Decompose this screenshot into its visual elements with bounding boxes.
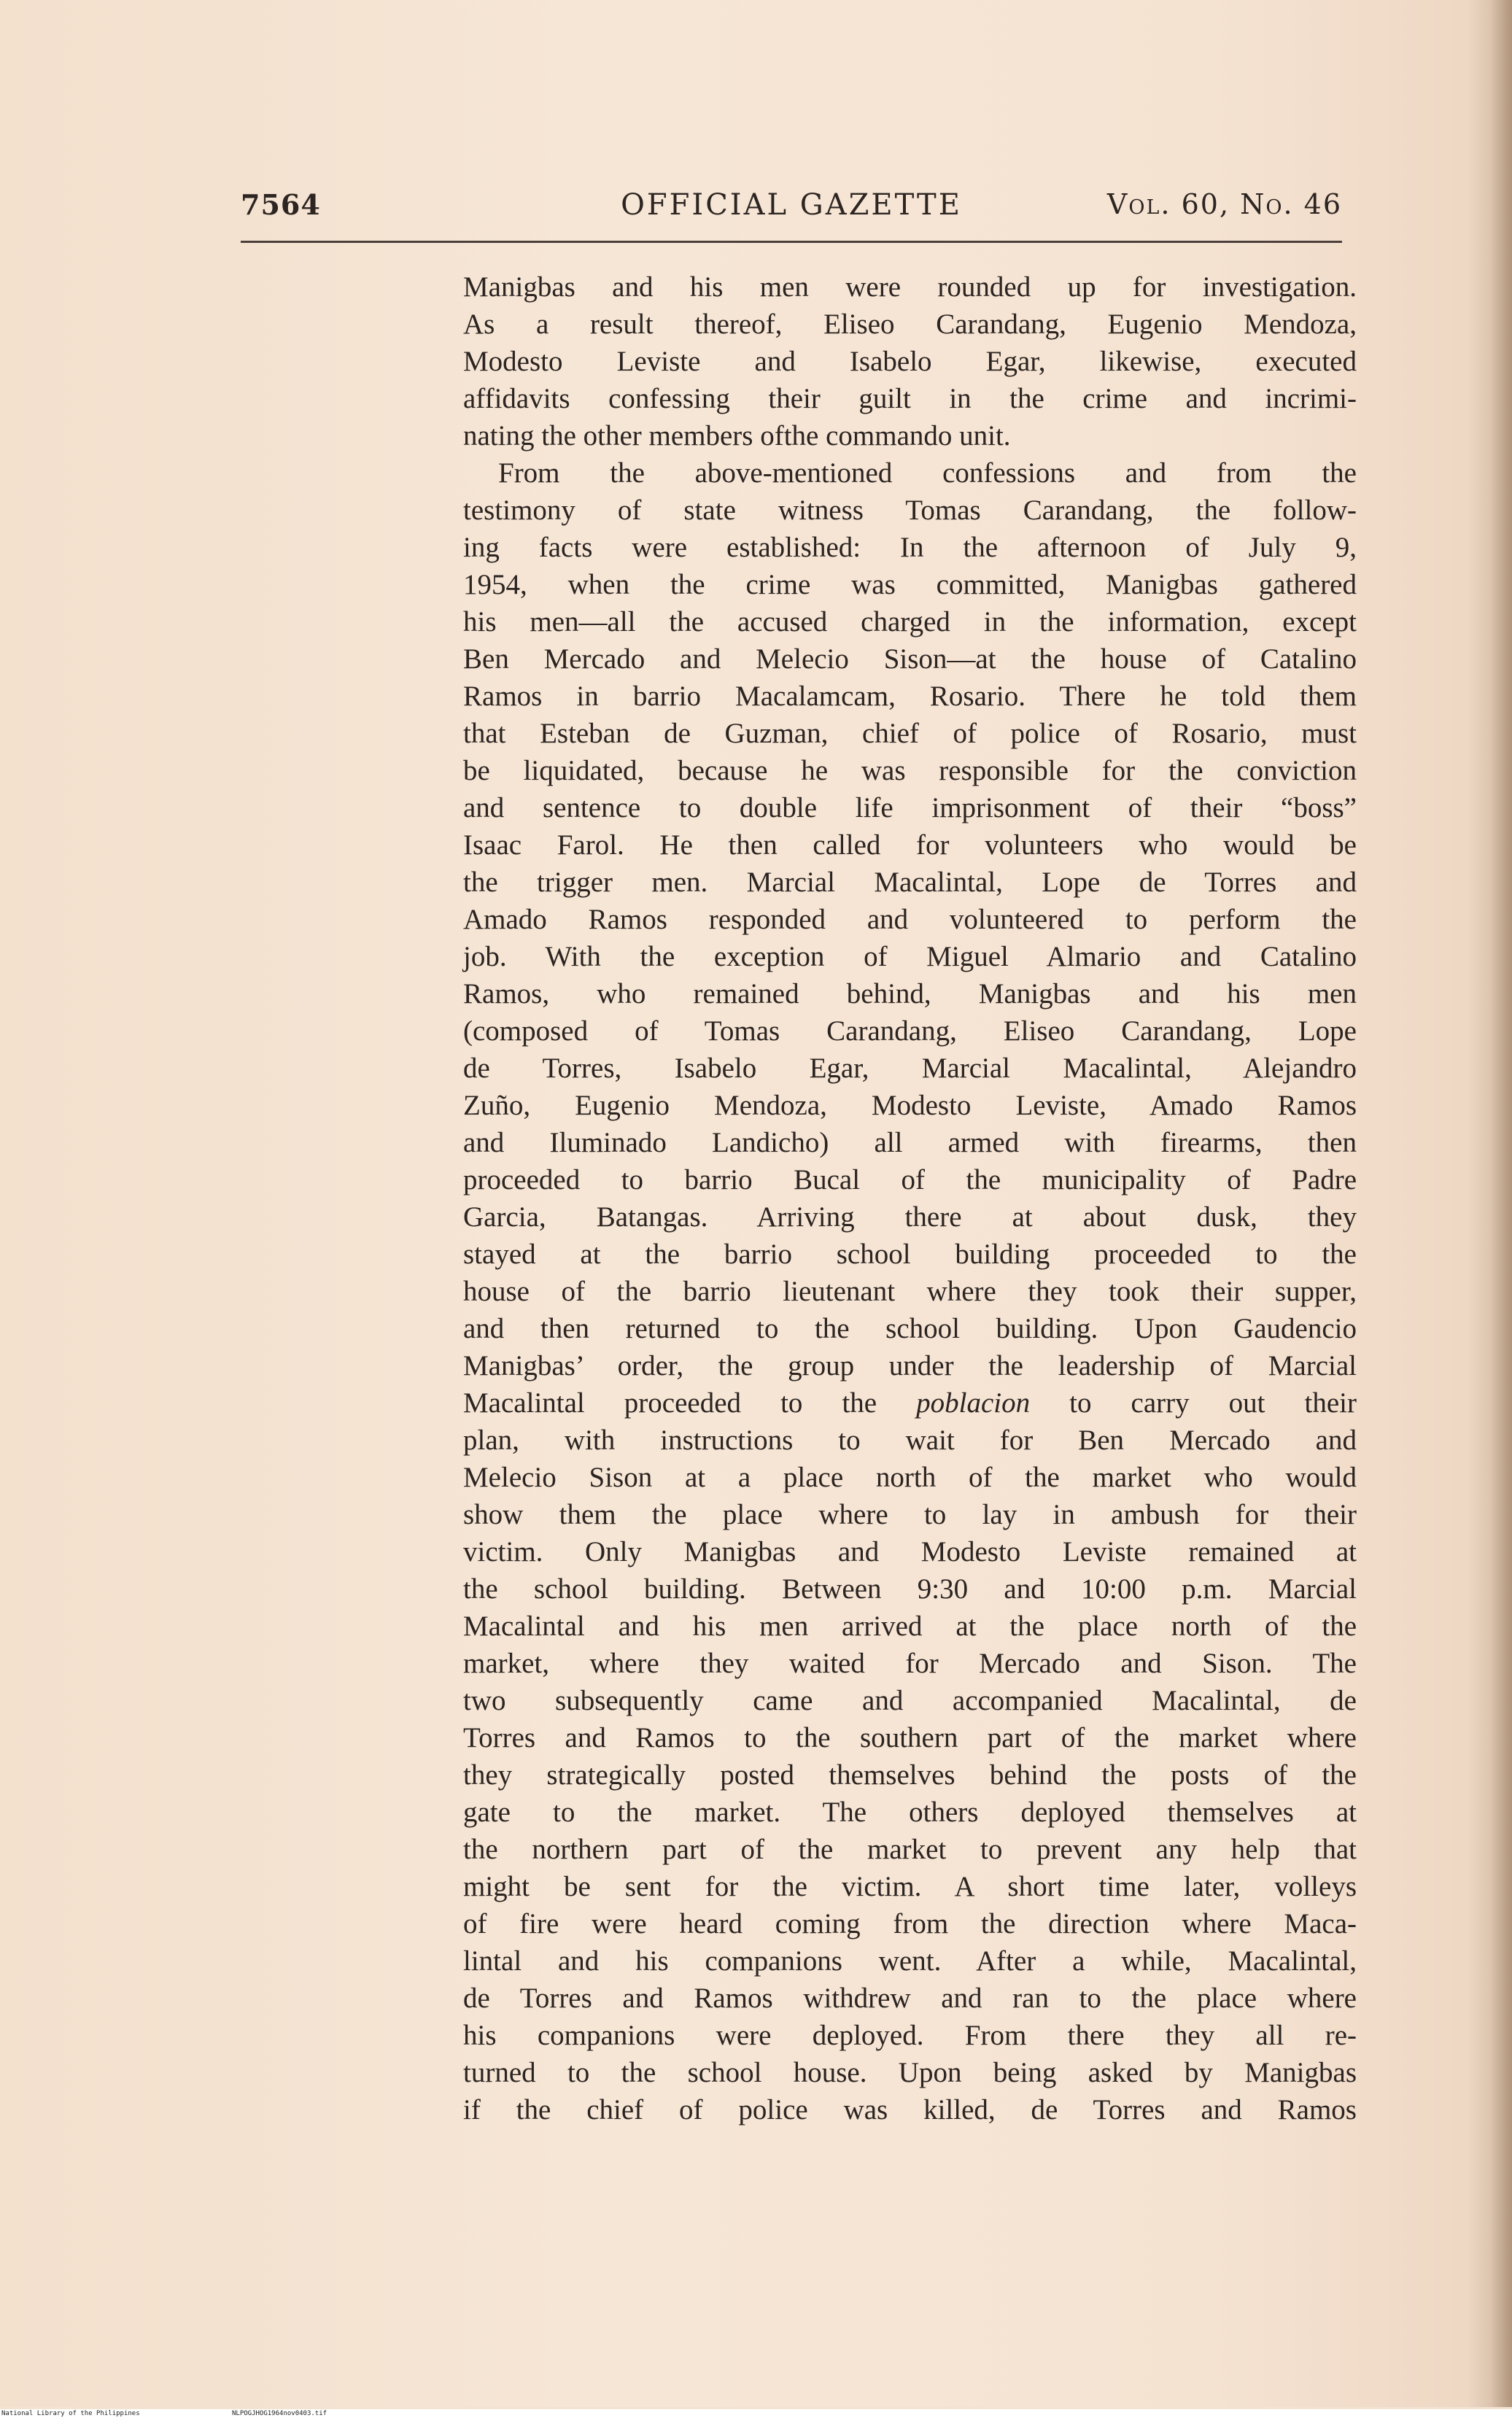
text-line: lintal and his companions went. After a while, Macalintal, [463, 1945, 1357, 1977]
text-line: Ramos, who remained behind, Manigbas and his men [463, 978, 1357, 1010]
text-line: of fire were heard coming from the direction where Maca- [463, 1908, 1357, 1940]
text-line: if the chief of police was killed, de Torres and Ramos [463, 2094, 1357, 2126]
scan-file-name: NLPOGJHOG1964nov0403.tif [232, 2410, 327, 2417]
text-line: Torres and Ramos to the southern part of the market where [463, 1722, 1357, 1754]
text-line: de Torres and Ramos withdrew and ran to the place where [463, 1983, 1357, 2014]
text-line: affidavits confessing their guilt in the crime and incrimi- [463, 383, 1357, 414]
text-line: the trigger men. Marcial Macalintal, Lope de Torres and [463, 867, 1357, 898]
text-line: Modesto Leviste and Isabelo Egar, likewise, executed [463, 346, 1357, 377]
text-line: Amado Ramos responded and volunteered to perform the [463, 904, 1357, 935]
text-line: his companions were deployed. From there they all re- [463, 2020, 1357, 2051]
text-line: the northern part of the market to prevent any help that [463, 1834, 1357, 1865]
text-line: de Torres, Isabelo Egar, Marcial Macalintal, Alejandro [463, 1053, 1357, 1084]
text-line: gate to the market. The others deployed themselves at [463, 1797, 1357, 1828]
text-line: Isaac Farol. He then called for volunteers who would be [463, 829, 1357, 861]
italic-term: poblacion [916, 1387, 1031, 1419]
text-line: As a result thereof, Eliseo Carandang, Eugenio Mendoza, [463, 309, 1357, 340]
text-line: From the above-mentioned confessions and from the [498, 457, 1357, 489]
text-line: victim. Only Manigbas and Modesto Leviste remained at [463, 1536, 1357, 1568]
scan-credit-strip [0, 2409, 1512, 2418]
page-number: 7564 [241, 188, 321, 221]
running-header [241, 188, 1342, 232]
text-line: Macalintal proceeded to the poblacion to carry out their [463, 1387, 1357, 1419]
text-line: proceeded to barrio Bucal of the municipality of Padre [463, 1164, 1357, 1196]
text-line: nating the other members ofthe commando unit. [463, 420, 1011, 452]
text-line: (composed of Tomas Carandang, Eliseo Carandang, Lope [463, 1015, 1357, 1047]
volume-info: Vol. 60, No. 46 [1106, 188, 1342, 220]
text-line: Manigbas and his men were rounded up for investigation. [463, 271, 1357, 303]
text-line: Zuño, Eugenio Mendoza, Modesto Leviste, Amado Ramos [463, 1090, 1357, 1121]
text-line: Melecio Sison at a place north of the market who would [463, 1462, 1357, 1493]
text-line: stayed at the barrio school building proceeded to the [463, 1239, 1357, 1270]
text-line: and sentence to double life imprisonment of their “boss” [463, 792, 1357, 824]
text-line: Manigbas’ order, the group under the leadership of Marcial [463, 1350, 1357, 1382]
text-line: two subsequently came and accompanied Macalintal, de [463, 1685, 1357, 1716]
header-rule [241, 241, 1342, 243]
text-line: and Iluminado Landicho) all armed with firearms, then [463, 1127, 1357, 1158]
text-line: Ben Mercado and Melecio Sison—at the house of Catalino [463, 643, 1357, 675]
text-line: ing facts were established: In the afternoon of July 9, [463, 532, 1357, 563]
library-credit: National Library of the Philippines [1, 2410, 140, 2417]
text-line: his men—all the accused charged in the information, except [463, 606, 1357, 638]
text-line: market, where they waited for Mercado and Sison. The [463, 1648, 1357, 1679]
text-line: Garcia, Batangas. Arriving there at about dusk, they [463, 1201, 1357, 1233]
text-line: they strategically posted themselves behind the posts of the [463, 1759, 1357, 1791]
text-line: testimony of state witness Tomas Carandang, the follow- [463, 495, 1357, 526]
page-edge-shadow [1490, 0, 1512, 2407]
text-line: job. With the exception of Miguel Almario and Catalino [463, 941, 1357, 972]
text-line: the school building. Between 9:30 and 10:00 p.m. Marcial [463, 1573, 1357, 1605]
text-line: show them the place where to lay in ambush for their [463, 1499, 1357, 1530]
text-line: and then returned to the school building. Upon Gaudencio [463, 1313, 1357, 1344]
text-line: might be sent for the victim. A short time later, volleys [463, 1871, 1357, 1902]
text-line: 1954, when the crime was committed, Manigbas gathered [463, 569, 1357, 600]
text-line: be liquidated, because he was responsible for the conviction [463, 755, 1357, 786]
text-line: Macalintal and his men arrived at the place north of the [463, 1611, 1357, 1642]
text-line: house of the barrio lieutenant where they took their supper, [463, 1276, 1357, 1307]
text-line: plan, with instructions to wait for Ben Mercado and [463, 1425, 1357, 1456]
text-line: Ramos in barrio Macalamcam, Rosario. There he told them [463, 681, 1357, 712]
journal-title: OFFICIAL GAZETTE [621, 188, 962, 222]
text-line: turned to the school house. Upon being asked by Manigbas [463, 2057, 1357, 2088]
body-text [463, 268, 1357, 2128]
text-line: that Esteban de Guzman, chief of police of Rosario, must [463, 718, 1357, 749]
